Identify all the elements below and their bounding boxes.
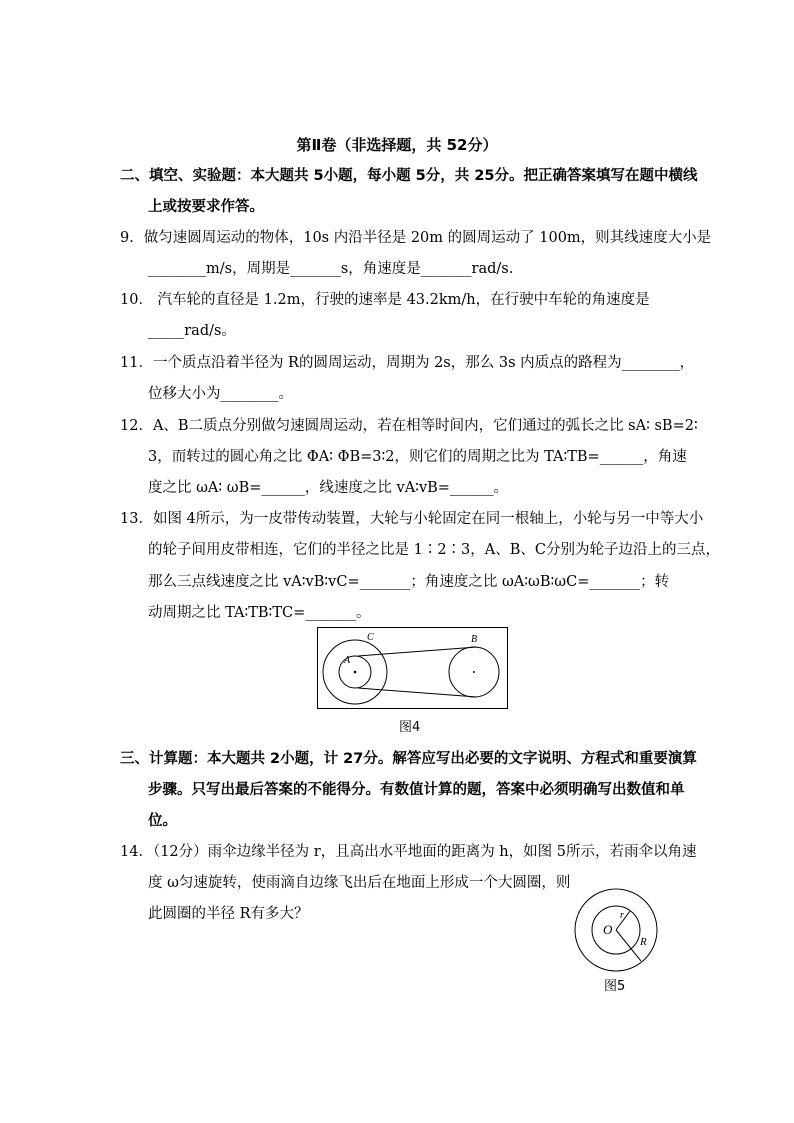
q12-line3: 度之比 ωA∶ ωB=______，线速度之比 vA∶vB=______。 xyxy=(148,480,508,496)
q12-line1: 12．A、B二质点分别做匀速圆周运动，若在相等时间内，它们通过的弧长之比 sA∶ sB=2∶ xyxy=(120,418,698,434)
axle-left xyxy=(354,671,357,674)
q12-line2: 3，而转过的圆心角之比 ΦA∶ ΦB=3∶2，则它们的周期之比为 TA∶TB=______，角速 xyxy=(148,449,687,465)
q13-line4: 动周期之比 TA∶TB∶TC=_______。 xyxy=(148,605,371,621)
label-a: A xyxy=(344,655,351,666)
label-big-r: R xyxy=(640,936,647,948)
axle-right xyxy=(473,671,475,673)
part2-heading-line2: 上或按要求作答。 xyxy=(148,199,264,215)
label-c: C xyxy=(367,632,374,643)
q10-line1: 10． 汽车轮的直径是 1.2m，行驶的速率是 43.2km/h，在行驶中车轮的角速度是 xyxy=(120,292,650,308)
q9-line1: 9．做匀速圆周运动的物体，10s 内沿半径是 20m 的圆周运动了 100m，则其线速度大小是 xyxy=(120,230,712,246)
part3-heading-line1: 三、计算题：本大题共 2小题，计 27分。解答应写出必要的文字说明、方程式和重要演算 xyxy=(120,751,697,767)
radius-big-r-line xyxy=(616,930,641,961)
q13-line1: 13．如图 4所示，为一皮带传动装置，大轮与小轮固定在同一根轴上，小轮与另一中等大小 xyxy=(120,511,704,527)
part2-heading-line1: 二、填空、实验题：本大题共 5小题，每小题 5分，共 25分。把正确答案填写在题中横线 xyxy=(120,168,698,184)
part3-heading-line2: 步骤。只写出最后答案的不能得分。有数值计算的题，答案中必须明确写出数值和单 xyxy=(148,782,685,798)
figure4-belt-drive xyxy=(317,627,508,709)
q14-line2: 度 ω匀速旋转，使雨滴自边缘飞出后在地面上形成一个大圆圈，则 xyxy=(148,875,571,891)
q13-line3: 那么三点线速度之比 vA∶vB∶vC=_______；角速度之比 ωA∶ωB∶ωC=_______；转 xyxy=(148,574,670,590)
q9-line2: ________m/s，周期是_______s，角速度是_______rad/s. xyxy=(148,261,514,277)
q14-line3: 此圆圈的半径 R有多大？ xyxy=(148,906,309,922)
part3-heading-line3: 位。 xyxy=(148,813,177,829)
label-o: O xyxy=(603,922,613,937)
section-title: 第Ⅱ卷（非选择题，共 52分） xyxy=(296,136,498,154)
label-r: r xyxy=(620,910,624,921)
q13-line2: 的轮子间用皮带相连，它们的半径之比是 1∶2∶3，A、B、C分别为轮子边沿上的三点， xyxy=(148,542,721,558)
label-b: B xyxy=(471,634,478,645)
figure5-caption: 图5 xyxy=(604,979,626,994)
q10-line2: _____rad/s。 xyxy=(148,323,236,339)
q11-line2: 位移大小为________。 xyxy=(148,386,293,402)
q14-line1: 14．（12分）雨伞边缘半径为 r，且高出水平地面的距离为 h，如图 5所示，若雨伞以角速 xyxy=(120,844,697,860)
figure5-umbrella-circles xyxy=(570,888,660,972)
q11-line1: 11．一个质点沿着半径为 R的圆周运动，周期为 2s，那么 3s 内质点的路程为________， xyxy=(120,355,695,371)
figure4-caption: 图4 xyxy=(399,720,421,735)
